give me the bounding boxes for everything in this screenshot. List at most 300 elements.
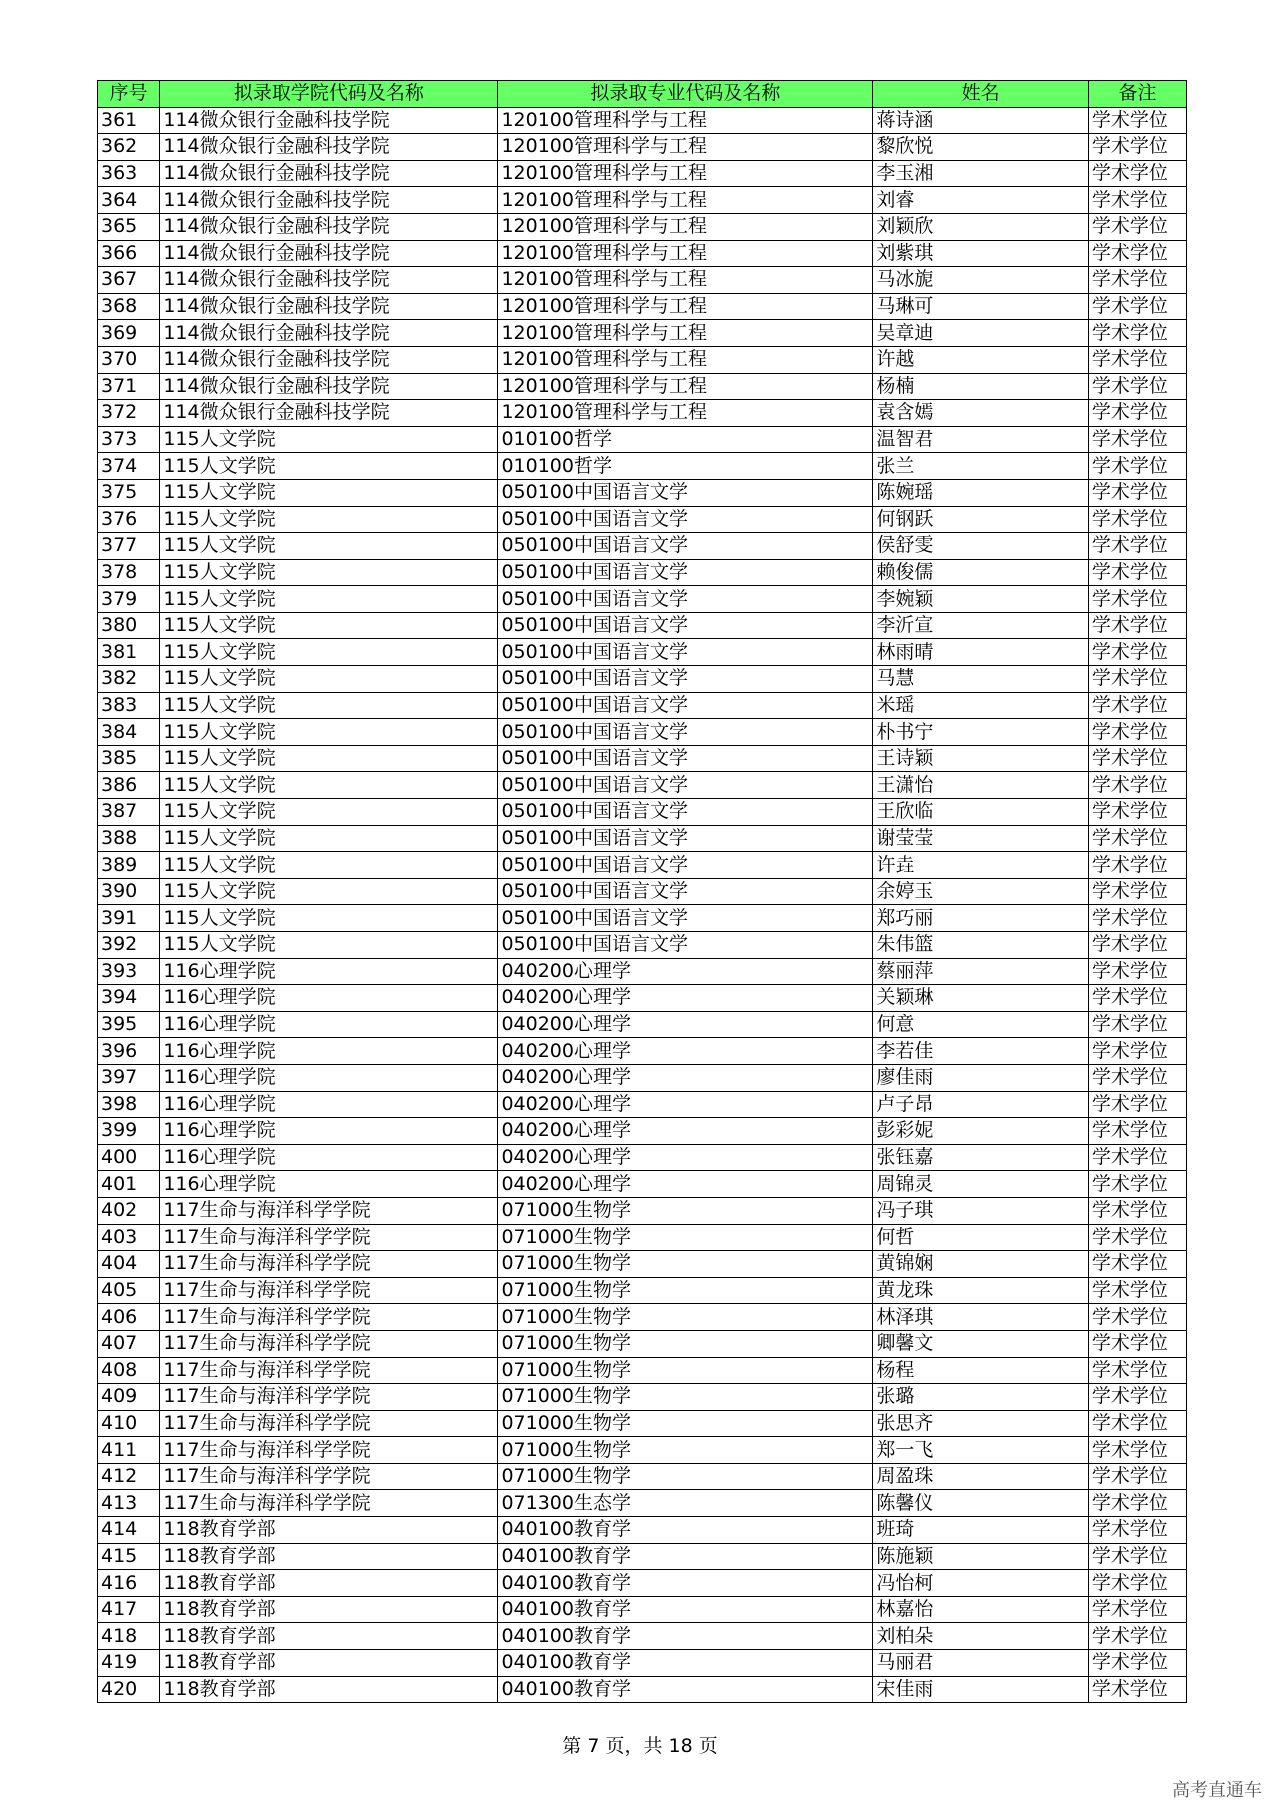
table-row bbox=[98, 1517, 1187, 1544]
cell-seq: 407 bbox=[98, 1330, 160, 1357]
cell-college: 115人文学院 bbox=[160, 426, 498, 453]
total-page-number: 18 bbox=[668, 1735, 693, 1757]
cell-college: 117生命与海洋科学学院 bbox=[160, 1384, 498, 1411]
cell-major: 040100教育学 bbox=[498, 1676, 873, 1703]
table-row bbox=[98, 293, 1187, 320]
cell-seq: 418 bbox=[98, 1623, 160, 1650]
cell-seq: 405 bbox=[98, 1277, 160, 1304]
cell-remark: 学术学位 bbox=[1088, 1224, 1186, 1251]
cell-name: 廖佳雨 bbox=[873, 1064, 1089, 1091]
cell-seq: 383 bbox=[98, 692, 160, 719]
cell-remark: 学术学位 bbox=[1088, 985, 1186, 1012]
cell-remark: 学术学位 bbox=[1088, 1596, 1186, 1623]
cell-seq: 413 bbox=[98, 1490, 160, 1517]
cell-major: 040200心理学 bbox=[498, 1144, 873, 1171]
cell-college: 115人文学院 bbox=[160, 692, 498, 719]
cell-college: 116心理学院 bbox=[160, 958, 498, 985]
cell-seq: 395 bbox=[98, 1011, 160, 1038]
cell-remark: 学术学位 bbox=[1088, 719, 1186, 746]
cell-remark: 学术学位 bbox=[1088, 1091, 1186, 1118]
cell-name: 许垚 bbox=[873, 852, 1089, 879]
cell-remark: 学术学位 bbox=[1088, 1118, 1186, 1145]
cell-remark: 学术学位 bbox=[1088, 479, 1186, 506]
cell-major: 071000生物学 bbox=[498, 1251, 873, 1278]
cell-remark: 学术学位 bbox=[1088, 932, 1186, 959]
cell-major: 010100哲学 bbox=[498, 426, 873, 453]
cell-name: 黎欣悦 bbox=[873, 134, 1089, 161]
cell-seq: 392 bbox=[98, 932, 160, 959]
table-row bbox=[98, 1596, 1187, 1623]
cell-name: 米瑶 bbox=[873, 692, 1089, 719]
cell-college: 118教育学部 bbox=[160, 1650, 498, 1677]
cell-name: 侯舒雯 bbox=[873, 533, 1089, 560]
cell-name: 刘紫琪 bbox=[873, 240, 1089, 267]
cell-remark: 学术学位 bbox=[1088, 1330, 1186, 1357]
cell-seq: 389 bbox=[98, 852, 160, 879]
cell-major: 040100教育学 bbox=[498, 1650, 873, 1677]
table-row bbox=[98, 1490, 1187, 1517]
cell-seq: 381 bbox=[98, 639, 160, 666]
cell-seq: 378 bbox=[98, 559, 160, 586]
cell-seq: 368 bbox=[98, 293, 160, 320]
table-row bbox=[98, 1011, 1187, 1038]
cell-college: 115人文学院 bbox=[160, 745, 498, 772]
cell-major: 120100管理科学与工程 bbox=[498, 400, 873, 427]
table-row bbox=[98, 1038, 1187, 1065]
table-row bbox=[98, 1171, 1187, 1198]
cell-major: 071000生物学 bbox=[498, 1330, 873, 1357]
table-row bbox=[98, 373, 1187, 400]
watermark-text: 高考直通车 bbox=[1172, 1780, 1262, 1801]
cell-name: 周锦灵 bbox=[873, 1171, 1089, 1198]
cell-college: 117生命与海洋科学学院 bbox=[160, 1251, 498, 1278]
cell-major: 040200心理学 bbox=[498, 985, 873, 1012]
cell-remark: 学术学位 bbox=[1088, 1543, 1186, 1570]
cell-name: 张思齐 bbox=[873, 1410, 1089, 1437]
cell-major: 040200心理学 bbox=[498, 1091, 873, 1118]
cell-college: 115人文学院 bbox=[160, 639, 498, 666]
table-row bbox=[98, 639, 1187, 666]
cell-remark: 学术学位 bbox=[1088, 1463, 1186, 1490]
cell-college: 117生命与海洋科学学院 bbox=[160, 1437, 498, 1464]
cell-major: 120100管理科学与工程 bbox=[498, 240, 873, 267]
cell-major: 040200心理学 bbox=[498, 1011, 873, 1038]
cell-name: 赖俊儒 bbox=[873, 559, 1089, 586]
footer-prefix: 第 bbox=[562, 1735, 588, 1757]
cell-major: 120100管理科学与工程 bbox=[498, 346, 873, 373]
cell-remark: 学术学位 bbox=[1088, 1676, 1186, 1703]
cell-college: 116心理学院 bbox=[160, 1144, 498, 1171]
cell-college: 115人文学院 bbox=[160, 586, 498, 613]
table-row bbox=[98, 240, 1187, 267]
cell-major: 050100中国语言文学 bbox=[498, 825, 873, 852]
cell-seq: 411 bbox=[98, 1437, 160, 1464]
cell-remark: 学术学位 bbox=[1088, 1357, 1186, 1384]
cell-name: 马丽君 bbox=[873, 1650, 1089, 1677]
cell-college: 115人文学院 bbox=[160, 666, 498, 693]
table-row bbox=[98, 745, 1187, 772]
cell-name: 冯子琪 bbox=[873, 1197, 1089, 1224]
page-footer bbox=[0, 1731, 1280, 1758]
cell-name: 马冰旎 bbox=[873, 267, 1089, 294]
cell-name: 刘柏朵 bbox=[873, 1623, 1089, 1650]
cell-name: 张兰 bbox=[873, 453, 1089, 480]
cell-college: 115人文学院 bbox=[160, 932, 498, 959]
cell-college: 116心理学院 bbox=[160, 985, 498, 1012]
cell-seq: 399 bbox=[98, 1118, 160, 1145]
cell-seq: 414 bbox=[98, 1517, 160, 1544]
table-row bbox=[98, 852, 1187, 879]
cell-name: 杨程 bbox=[873, 1357, 1089, 1384]
cell-seq: 410 bbox=[98, 1410, 160, 1437]
cell-name: 林雨晴 bbox=[873, 639, 1089, 666]
cell-major: 050100中国语言文学 bbox=[498, 932, 873, 959]
cell-college: 115人文学院 bbox=[160, 719, 498, 746]
cell-name: 杨楠 bbox=[873, 373, 1089, 400]
cell-seq: 397 bbox=[98, 1064, 160, 1091]
cell-seq: 419 bbox=[98, 1650, 160, 1677]
cell-name: 张璐 bbox=[873, 1384, 1089, 1411]
cell-major: 050100中国语言文学 bbox=[498, 878, 873, 905]
cell-name: 刘颖欣 bbox=[873, 213, 1089, 240]
cell-name: 吴章迪 bbox=[873, 320, 1089, 347]
cell-major: 071000生物学 bbox=[498, 1463, 873, 1490]
table-row bbox=[98, 213, 1187, 240]
cell-seq: 412 bbox=[98, 1463, 160, 1490]
cell-college: 114微众银行金融科技学院 bbox=[160, 293, 498, 320]
cell-major: 071300生态学 bbox=[498, 1490, 873, 1517]
cell-name: 谢莹莹 bbox=[873, 825, 1089, 852]
cell-major: 050100中国语言文学 bbox=[498, 666, 873, 693]
cell-major: 050100中国语言文学 bbox=[498, 772, 873, 799]
table-row bbox=[98, 400, 1187, 427]
table-row bbox=[98, 479, 1187, 506]
cell-name: 马慧 bbox=[873, 666, 1089, 693]
cell-seq: 382 bbox=[98, 666, 160, 693]
cell-major: 040100教育学 bbox=[498, 1596, 873, 1623]
table-row bbox=[98, 1330, 1187, 1357]
table-row bbox=[98, 1197, 1187, 1224]
cell-name: 温智君 bbox=[873, 426, 1089, 453]
cell-college: 117生命与海洋科学学院 bbox=[160, 1277, 498, 1304]
cell-college: 117生命与海洋科学学院 bbox=[160, 1410, 498, 1437]
cell-name: 郑一飞 bbox=[873, 1437, 1089, 1464]
table-row bbox=[98, 453, 1187, 480]
cell-name: 李玉湘 bbox=[873, 160, 1089, 187]
table-row bbox=[98, 932, 1187, 959]
cell-seq: 366 bbox=[98, 240, 160, 267]
cell-college: 115人文学院 bbox=[160, 612, 498, 639]
cell-name: 蒋诗涵 bbox=[873, 107, 1089, 134]
cell-seq: 380 bbox=[98, 612, 160, 639]
cell-major: 050100中国语言文学 bbox=[498, 719, 873, 746]
cell-name: 余婷玉 bbox=[873, 878, 1089, 905]
table-row bbox=[98, 1384, 1187, 1411]
cell-remark: 学术学位 bbox=[1088, 213, 1186, 240]
cell-college: 118教育学部 bbox=[160, 1623, 498, 1650]
cell-college: 115人文学院 bbox=[160, 905, 498, 932]
cell-remark: 学术学位 bbox=[1088, 1650, 1186, 1677]
cell-remark: 学术学位 bbox=[1088, 533, 1186, 560]
cell-seq: 371 bbox=[98, 373, 160, 400]
cell-major: 120100管理科学与工程 bbox=[498, 373, 873, 400]
cell-seq: 365 bbox=[98, 213, 160, 240]
header-major: 拟录取专业代码及名称 bbox=[498, 81, 873, 108]
cell-major: 120100管理科学与工程 bbox=[498, 267, 873, 294]
cell-major: 040200心理学 bbox=[498, 1038, 873, 1065]
table-row bbox=[98, 1463, 1187, 1490]
table-row bbox=[98, 506, 1187, 533]
cell-college: 117生命与海洋科学学院 bbox=[160, 1330, 498, 1357]
cell-college: 115人文学院 bbox=[160, 533, 498, 560]
cell-name: 何意 bbox=[873, 1011, 1089, 1038]
cell-remark: 学术学位 bbox=[1088, 958, 1186, 985]
cell-remark: 学术学位 bbox=[1088, 745, 1186, 772]
cell-seq: 379 bbox=[98, 586, 160, 613]
cell-college: 114微众银行金融科技学院 bbox=[160, 400, 498, 427]
cell-major: 040100教育学 bbox=[498, 1517, 873, 1544]
cell-remark: 学术学位 bbox=[1088, 586, 1186, 613]
cell-remark: 学术学位 bbox=[1088, 1437, 1186, 1464]
cell-major: 071000生物学 bbox=[498, 1224, 873, 1251]
header-seq: 序号 bbox=[98, 81, 160, 108]
cell-major: 040100教育学 bbox=[498, 1570, 873, 1597]
cell-seq: 400 bbox=[98, 1144, 160, 1171]
cell-seq: 420 bbox=[98, 1676, 160, 1703]
cell-remark: 学术学位 bbox=[1088, 187, 1186, 214]
table-row bbox=[98, 692, 1187, 719]
table-row bbox=[98, 267, 1187, 294]
cell-major: 071000生物学 bbox=[498, 1384, 873, 1411]
cell-college: 116心理学院 bbox=[160, 1064, 498, 1091]
cell-college: 118教育学部 bbox=[160, 1676, 498, 1703]
cell-name: 班琦 bbox=[873, 1517, 1089, 1544]
cell-remark: 学术学位 bbox=[1088, 453, 1186, 480]
cell-name: 卢子昂 bbox=[873, 1091, 1089, 1118]
cell-seq: 376 bbox=[98, 506, 160, 533]
cell-major: 050100中国语言文学 bbox=[498, 692, 873, 719]
cell-seq: 384 bbox=[98, 719, 160, 746]
table-row bbox=[98, 134, 1187, 161]
cell-college: 117生命与海洋科学学院 bbox=[160, 1357, 498, 1384]
cell-college: 116心理学院 bbox=[160, 1171, 498, 1198]
table-row bbox=[98, 107, 1187, 134]
cell-major: 050100中国语言文学 bbox=[498, 852, 873, 879]
table-row bbox=[98, 320, 1187, 347]
cell-name: 彭彩妮 bbox=[873, 1118, 1089, 1145]
cell-major: 120100管理科学与工程 bbox=[498, 107, 873, 134]
cell-seq: 415 bbox=[98, 1543, 160, 1570]
table-row bbox=[98, 1277, 1187, 1304]
table-row bbox=[98, 346, 1187, 373]
cell-major: 050100中国语言文学 bbox=[498, 533, 873, 560]
table-row bbox=[98, 160, 1187, 187]
table-row bbox=[98, 719, 1187, 746]
table-row bbox=[98, 1064, 1187, 1091]
cell-name: 林嘉怡 bbox=[873, 1596, 1089, 1623]
cell-seq: 374 bbox=[98, 453, 160, 480]
cell-name: 关颖琳 bbox=[873, 985, 1089, 1012]
cell-remark: 学术学位 bbox=[1088, 1623, 1186, 1650]
cell-major: 120100管理科学与工程 bbox=[498, 187, 873, 214]
cell-college: 116心理学院 bbox=[160, 1038, 498, 1065]
cell-college: 117生命与海洋科学学院 bbox=[160, 1463, 498, 1490]
cell-major: 050100中国语言文学 bbox=[498, 745, 873, 772]
table-row bbox=[98, 1144, 1187, 1171]
cell-major: 050100中国语言文学 bbox=[498, 506, 873, 533]
cell-seq: 404 bbox=[98, 1251, 160, 1278]
cell-name: 李若佳 bbox=[873, 1038, 1089, 1065]
cell-remark: 学术学位 bbox=[1088, 559, 1186, 586]
cell-name: 王潇怡 bbox=[873, 772, 1089, 799]
cell-major: 071000生物学 bbox=[498, 1304, 873, 1331]
cell-seq: 401 bbox=[98, 1171, 160, 1198]
cell-name: 李婉颖 bbox=[873, 586, 1089, 613]
cell-major: 040200心理学 bbox=[498, 1171, 873, 1198]
cell-seq: 367 bbox=[98, 267, 160, 294]
cell-major: 050100中国语言文学 bbox=[498, 559, 873, 586]
cell-name: 刘睿 bbox=[873, 187, 1089, 214]
cell-remark: 学术学位 bbox=[1088, 692, 1186, 719]
cell-remark: 学术学位 bbox=[1088, 1517, 1186, 1544]
cell-remark: 学术学位 bbox=[1088, 134, 1186, 161]
cell-remark: 学术学位 bbox=[1088, 799, 1186, 826]
cell-remark: 学术学位 bbox=[1088, 1197, 1186, 1224]
cell-major: 050100中国语言文学 bbox=[498, 799, 873, 826]
cell-name: 马琳可 bbox=[873, 293, 1089, 320]
cell-college: 114微众银行金融科技学院 bbox=[160, 134, 498, 161]
table-row bbox=[98, 1623, 1187, 1650]
cell-remark: 学术学位 bbox=[1088, 666, 1186, 693]
cell-name: 王欣临 bbox=[873, 799, 1089, 826]
cell-college: 114微众银行金融科技学院 bbox=[160, 160, 498, 187]
cell-remark: 学术学位 bbox=[1088, 1490, 1186, 1517]
cell-college: 118教育学部 bbox=[160, 1570, 498, 1597]
table-row bbox=[98, 187, 1187, 214]
cell-college: 117生命与海洋科学学院 bbox=[160, 1304, 498, 1331]
footer-middle: 页，共 bbox=[599, 1735, 669, 1757]
cell-remark: 学术学位 bbox=[1088, 1570, 1186, 1597]
cell-major: 050100中国语言文学 bbox=[498, 905, 873, 932]
cell-remark: 学术学位 bbox=[1088, 1304, 1186, 1331]
cell-name: 朴书宁 bbox=[873, 719, 1089, 746]
table-row bbox=[98, 825, 1187, 852]
cell-remark: 学术学位 bbox=[1088, 1064, 1186, 1091]
cell-seq: 417 bbox=[98, 1596, 160, 1623]
cell-college: 114微众银行金融科技学院 bbox=[160, 213, 498, 240]
header-college: 拟录取学院代码及名称 bbox=[160, 81, 498, 108]
cell-college: 115人文学院 bbox=[160, 453, 498, 480]
cell-college: 114微众银行金融科技学院 bbox=[160, 107, 498, 134]
cell-remark: 学术学位 bbox=[1088, 506, 1186, 533]
cell-seq: 364 bbox=[98, 187, 160, 214]
cell-remark: 学术学位 bbox=[1088, 160, 1186, 187]
table-row bbox=[98, 533, 1187, 560]
cell-college: 114微众银行金融科技学院 bbox=[160, 240, 498, 267]
cell-seq: 390 bbox=[98, 878, 160, 905]
cell-seq: 406 bbox=[98, 1304, 160, 1331]
table-row bbox=[98, 772, 1187, 799]
cell-remark: 学术学位 bbox=[1088, 400, 1186, 427]
cell-seq: 387 bbox=[98, 799, 160, 826]
table-row bbox=[98, 1091, 1187, 1118]
cell-college: 117生命与海洋科学学院 bbox=[160, 1197, 498, 1224]
cell-remark: 学术学位 bbox=[1088, 1144, 1186, 1171]
cell-name: 李沂宣 bbox=[873, 612, 1089, 639]
cell-seq: 393 bbox=[98, 958, 160, 985]
cell-seq: 408 bbox=[98, 1357, 160, 1384]
table-row bbox=[98, 1410, 1187, 1437]
cell-seq: 388 bbox=[98, 825, 160, 852]
table-row bbox=[98, 586, 1187, 613]
cell-major: 120100管理科学与工程 bbox=[498, 160, 873, 187]
table-body bbox=[98, 107, 1187, 1703]
cell-seq: 370 bbox=[98, 346, 160, 373]
table-row bbox=[98, 1118, 1187, 1145]
cell-college: 115人文学院 bbox=[160, 479, 498, 506]
cell-major: 050100中国语言文学 bbox=[498, 586, 873, 613]
cell-seq: 372 bbox=[98, 400, 160, 427]
table-row bbox=[98, 1357, 1187, 1384]
cell-remark: 学术学位 bbox=[1088, 639, 1186, 666]
cell-major: 050100中国语言文学 bbox=[498, 639, 873, 666]
cell-major: 120100管理科学与工程 bbox=[498, 134, 873, 161]
cell-major: 040200心理学 bbox=[498, 958, 873, 985]
cell-remark: 学术学位 bbox=[1088, 1011, 1186, 1038]
cell-remark: 学术学位 bbox=[1088, 772, 1186, 799]
cell-remark: 学术学位 bbox=[1088, 240, 1186, 267]
cell-college: 118教育学部 bbox=[160, 1517, 498, 1544]
cell-seq: 377 bbox=[98, 533, 160, 560]
cell-major: 071000生物学 bbox=[498, 1197, 873, 1224]
cell-college: 118教育学部 bbox=[160, 1543, 498, 1570]
table-row bbox=[98, 1304, 1187, 1331]
cell-college: 115人文学院 bbox=[160, 506, 498, 533]
cell-seq: 369 bbox=[98, 320, 160, 347]
cell-name: 冯怡柯 bbox=[873, 1570, 1089, 1597]
cell-major: 050100中国语言文学 bbox=[498, 479, 873, 506]
cell-name: 黄龙珠 bbox=[873, 1277, 1089, 1304]
cell-name: 朱伟篮 bbox=[873, 932, 1089, 959]
table-row bbox=[98, 612, 1187, 639]
table-row bbox=[98, 985, 1187, 1012]
cell-college: 115人文学院 bbox=[160, 799, 498, 826]
cell-major: 010100哲学 bbox=[498, 453, 873, 480]
table-row bbox=[98, 1676, 1187, 1703]
table-row bbox=[98, 799, 1187, 826]
table-row bbox=[98, 559, 1187, 586]
cell-seq: 385 bbox=[98, 745, 160, 772]
table-row bbox=[98, 1543, 1187, 1570]
cell-major: 120100管理科学与工程 bbox=[498, 213, 873, 240]
cell-remark: 学术学位 bbox=[1088, 1038, 1186, 1065]
cell-name: 何哲 bbox=[873, 1224, 1089, 1251]
cell-remark: 学术学位 bbox=[1088, 825, 1186, 852]
cell-major: 040100教育学 bbox=[498, 1543, 873, 1570]
cell-college: 114微众银行金融科技学院 bbox=[160, 267, 498, 294]
table-row bbox=[98, 1251, 1187, 1278]
cell-major: 071000生物学 bbox=[498, 1357, 873, 1384]
cell-major: 071000生物学 bbox=[498, 1437, 873, 1464]
cell-seq: 375 bbox=[98, 479, 160, 506]
cell-remark: 学术学位 bbox=[1088, 1171, 1186, 1198]
footer-suffix: 页 bbox=[692, 1735, 718, 1757]
cell-name: 陈施颖 bbox=[873, 1543, 1089, 1570]
cell-remark: 学术学位 bbox=[1088, 612, 1186, 639]
cell-college: 114微众银行金融科技学院 bbox=[160, 346, 498, 373]
cell-name: 王诗颖 bbox=[873, 745, 1089, 772]
cell-name: 何钢跃 bbox=[873, 506, 1089, 533]
